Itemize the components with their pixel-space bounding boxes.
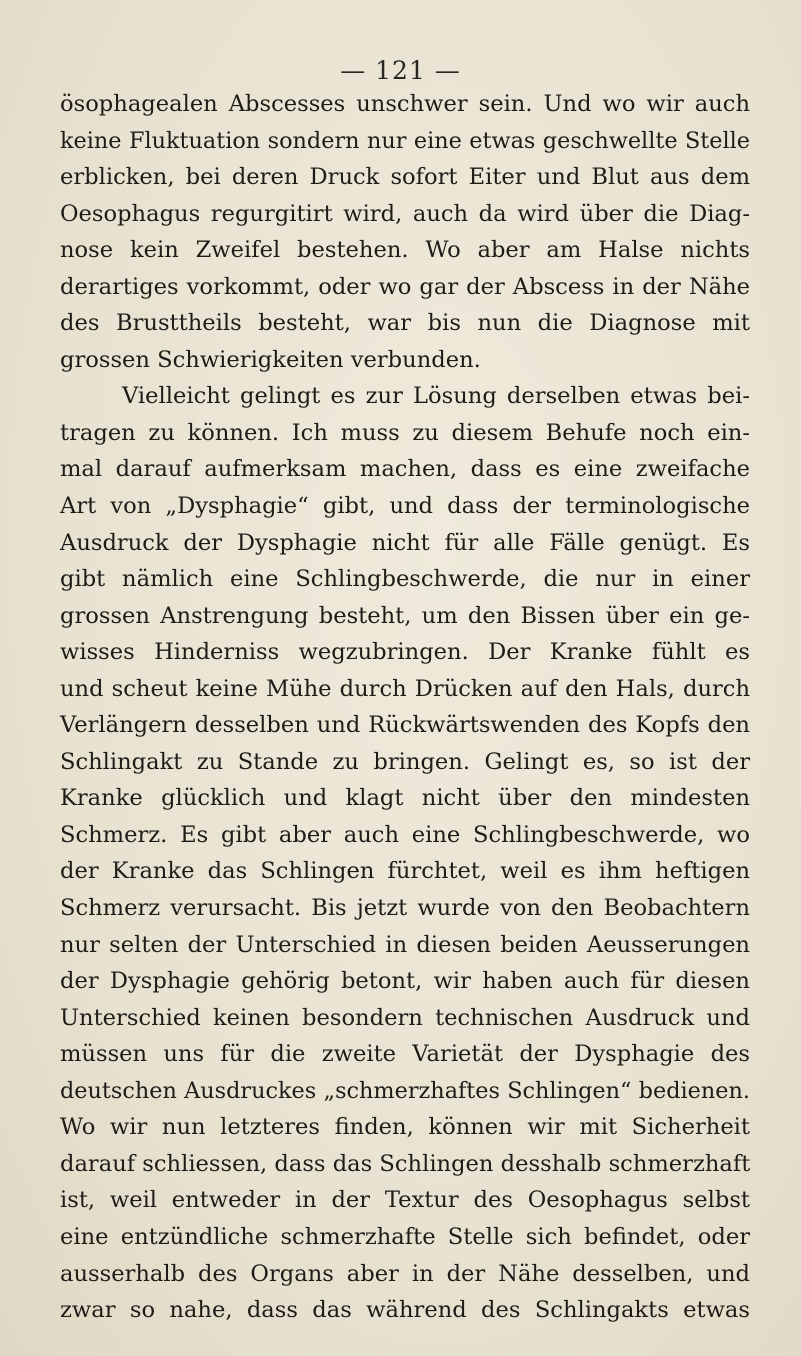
text-line: und scheut keine Mühe durch Drücken auf den Hals, durch (60, 675, 750, 702)
text-line: wisses Hinderniss wegzubringen. Der Kranke fühlt es (60, 639, 750, 666)
text-line: derartiges vorkommt, oder wo gar der Abscess in der Nähe (60, 273, 750, 300)
text-line: nur selten der Unterschied in diesen beiden Aeusserungen (60, 931, 750, 958)
text-line: tragen zu können. Ich muss zu diesem Behufe noch ein- (60, 419, 750, 446)
text-line: grossen Schwierigkeiten verbunden. (60, 346, 481, 373)
text-line: eine entzündliche schmerzhafte Stelle sich befindet, oder (60, 1223, 750, 1250)
text-line: der Dysphagie gehörig betont, wir haben auch für diesen (60, 968, 750, 995)
text-line: ösophagealen Abscesses unschwer sein. Und wo wir auch (60, 91, 750, 117)
text-line: Wo wir nun letzteres finden, können wir mit Sicherheit (60, 1114, 750, 1141)
text-line: gibt nämlich eine Schlingbeschwerde, die nur in einer (60, 566, 750, 593)
text-line: Verlängern desselben und Rückwärtswenden des Kopfs den (60, 712, 750, 739)
body-text (60, 86, 750, 1329)
text-line: des Brusttheils besteht, war bis nun die Diagnose mit (60, 310, 750, 337)
text-line: Oesophagus regurgitirt wird, auch da wird über die Diag- (60, 200, 750, 227)
text-line: müssen uns für die zweite Varietät der Dysphagie des (60, 1041, 750, 1068)
text-line: darauf schliessen, dass das Schlingen desshalb schmerzhaft (60, 1150, 751, 1177)
text-line: Schlingakt zu Stande zu bringen. Gelingt es, so ist der (60, 748, 750, 775)
text-line: ist, weil entweder in der Textur des Oesophagus selbst (60, 1187, 750, 1214)
text-line: ausserhalb des Organs aber in der Nähe desselben, und (60, 1260, 750, 1287)
text-line: Kranke glücklich und klagt nicht über den mindesten (60, 785, 750, 812)
page-number: — 121 — (340, 56, 461, 85)
text-line: Art von „Dysphagie“ gibt, und dass der terminologische (60, 493, 750, 520)
text-line: Vielleicht gelingt es zur Lösung derselben etwas bei- (122, 383, 750, 410)
text-line: nose kein Zweifel bestehen. Wo aber am Halse nichts (60, 237, 750, 264)
text-line: Ausdruck der Dysphagie nicht für alle Fälle genügt. Es (60, 529, 750, 556)
text-line: der Kranke das Schlingen fürchtet, weil es ihm heftigen (60, 858, 750, 885)
text-line: keine Fluktuation sondern nur eine etwas geschwellte Stelle (60, 127, 750, 154)
text-line: Schmerz verursacht. Bis jetzt wurde von den Beobachtern (60, 895, 750, 922)
text-line: deutschen Ausdruckes „schmerzhaftes Schlingen“ bedienen. (60, 1077, 750, 1104)
text-line: zwar so nahe, dass das während des Schlingakts etwas (60, 1297, 750, 1324)
text-line: erblicken, bei deren Druck sofort Eiter und Blut aus dem (60, 164, 750, 191)
text-line: grossen Anstrengung besteht, um den Bissen über ein ge- (60, 602, 750, 629)
text-line: Unterschied keinen besondern technischen Ausdruck und (60, 1004, 750, 1031)
text-line: mal darauf aufmerksam machen, dass es eine zweifache (60, 456, 750, 483)
text-line: Schmerz. Es gibt aber auch eine Schlingbeschwerde, wo (60, 821, 750, 848)
